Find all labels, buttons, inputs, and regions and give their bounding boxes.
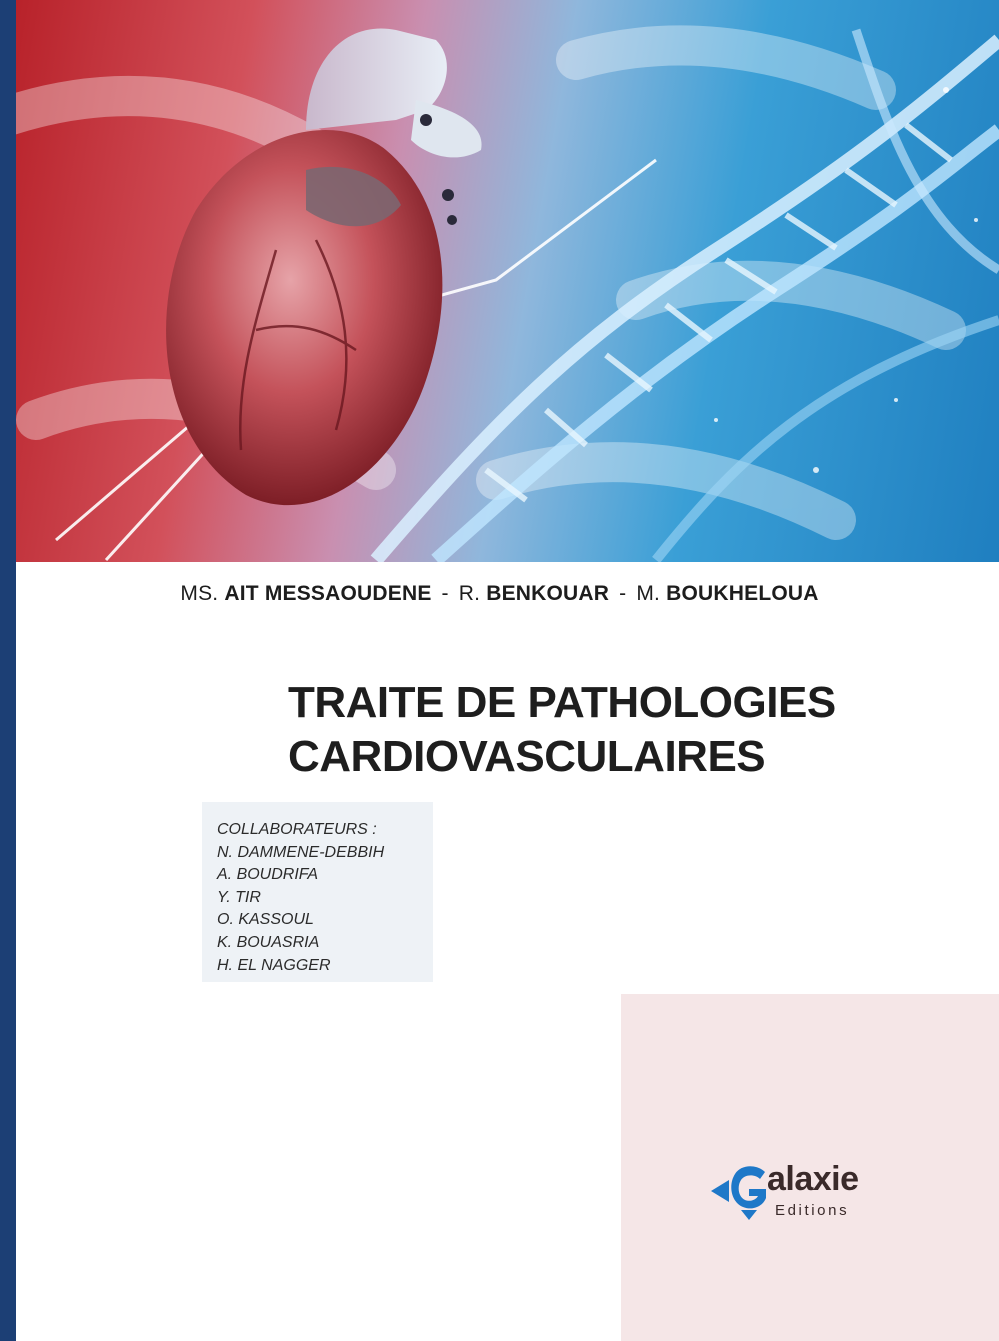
- collaborator-name: K. BOUASRIA: [217, 933, 320, 951]
- publisher-logo: [711, 1158, 891, 1224]
- author-1-prefix: MS.: [180, 582, 219, 605]
- collaborators-heading: COLLABORATEURS :: [217, 821, 377, 838]
- author-2-prefix: R.: [458, 582, 481, 605]
- author-3-prefix: M.: [636, 582, 661, 605]
- heart-dna-illustration: [16, 0, 999, 562]
- book-spine: [0, 0, 16, 1341]
- author-3-surname: BOUKHELOUA: [666, 582, 819, 605]
- collaborator-name: A. BOUDRIFA: [217, 866, 319, 884]
- publisher-subname: Editions: [775, 1202, 850, 1219]
- galaxie-logo-mark-icon: [711, 1158, 771, 1224]
- book-title: [288, 676, 908, 784]
- authors-line: [0, 582, 999, 606]
- collaborator-name: H. EL NAGGER: [217, 956, 331, 974]
- author-1-surname: AIT MESSAOUDENE: [224, 582, 432, 605]
- collaborator-name: O. KASSOUL: [217, 911, 314, 929]
- collaborator-name: Y. TIR: [217, 888, 261, 906]
- title-line-1: TRAITE DE PATHOLOGIES: [288, 678, 836, 727]
- title-line-2: CARDIOVASCULAIRES: [288, 732, 766, 781]
- author-separator: -: [619, 582, 627, 605]
- publisher-name: alaxie: [767, 1160, 859, 1198]
- collaborator-name: N. DAMMENE-DEBBIH: [217, 843, 385, 861]
- author-2-surname: BENKOUAR: [486, 582, 610, 605]
- author-separator: -: [441, 582, 449, 605]
- cover-illustration: [16, 0, 999, 562]
- collaborators-box: [202, 802, 433, 982]
